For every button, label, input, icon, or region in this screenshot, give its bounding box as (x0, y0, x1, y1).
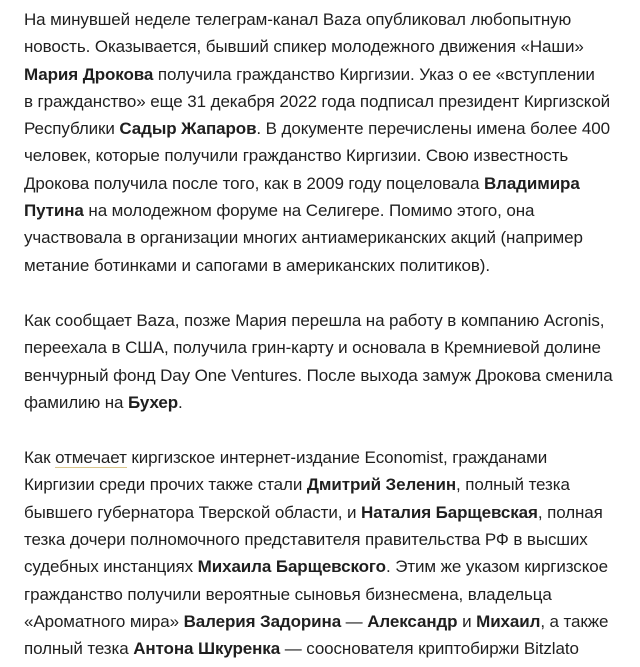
bold-name: Наталия Барщевская (361, 502, 538, 522)
text-segment: Киргизии среди прочих также стали (24, 475, 307, 495)
paragraph (24, 6, 640, 279)
text-segment: — (341, 611, 368, 631)
bold-name: Антона Шкуренка (133, 639, 281, 659)
text-segment: переехала в США, получила грин-карту и основала в Кремниевой долине (24, 338, 601, 358)
text-line (24, 252, 640, 279)
text-segment: . Этим же указом киргизское (385, 557, 608, 577)
text-segment: Дрокова получила после того, как в 2009 году поцеловала (24, 173, 484, 193)
text-segment: метание ботинками и сапогами в американских политиков). (24, 255, 490, 275)
paragraph (24, 444, 640, 662)
text-line (24, 389, 640, 416)
text-segment: Как (24, 448, 56, 468)
bold-name: Бухер (127, 392, 179, 412)
text-line (24, 115, 640, 142)
text-segment: — сооснователя криптобиржи Bitzlato (280, 639, 579, 659)
bold-name: Михаил (476, 611, 541, 631)
text-line (24, 553, 640, 580)
text-line (24, 581, 640, 608)
text-segment: на молодежном форуме на Селигере. Помимо этого, она (83, 201, 535, 221)
text-line (24, 334, 640, 361)
text-line (24, 307, 640, 334)
bold-name: Александр (367, 611, 458, 631)
text-segment: , полный тезка (455, 475, 570, 495)
text-line (24, 362, 640, 389)
bold-name: Михаила Барщевского (197, 557, 386, 577)
text-line (24, 499, 640, 526)
text-line (24, 142, 640, 169)
text-line (24, 635, 640, 662)
paragraph (24, 307, 640, 416)
text-segment: получила гражданство Киргизии. Указ о ее «вступлении (153, 64, 595, 84)
text-line (24, 608, 640, 635)
text-segment: судебных инстанциях (24, 557, 198, 577)
text-line (24, 444, 640, 471)
text-line (24, 170, 640, 197)
text-line (24, 6, 640, 33)
text-segment: участвовала в организации многих антиамериканских акций (например (24, 228, 583, 248)
text-segment: венчурный фонд Day One Ventures. После выхода замуж Дрокова сменила (24, 365, 613, 385)
text-segment: На минувшей неделе телеграм-канал Baza опубликовал любопытную (24, 10, 572, 29)
text-segment: новость. Оказывается, бывший спикер молодежного движения «Наши» (24, 37, 584, 57)
text-segment: , полная (537, 502, 603, 522)
text-segment: в гражданство» еще 31 декабря 2022 года подписал президент Киргизской (24, 91, 611, 111)
text-segment: киргизское интернет-издание Economist, гражданами (126, 448, 548, 468)
text-line (24, 197, 640, 224)
text-segment: фамилию на (24, 392, 128, 412)
text-segment: тезка дочери полномочного представителя правительства РФ в высших (24, 530, 588, 550)
text-segment: , а также (540, 611, 609, 631)
bold-name: Мария Дрокова (24, 64, 154, 84)
text-segment: . (178, 392, 183, 412)
text-segment: человек, которые получили гражданство Киргизии. Свою известность (24, 146, 569, 166)
text-line (24, 88, 640, 115)
bold-name: Владимира (483, 173, 580, 193)
text-line (24, 61, 640, 88)
text-line (24, 33, 640, 60)
bold-name: Валерия Задорина (183, 611, 342, 631)
text-segment: . В документе перечислены имена более 400 (256, 119, 610, 139)
text-line (24, 224, 640, 251)
text-segment: Как сообщает Baza, позже Мария перешла на работу в компанию Acronis, (24, 310, 605, 330)
text-line (24, 526, 640, 553)
bold-name: Садыр Жапаров (119, 119, 257, 139)
text-segment: и (457, 611, 477, 631)
article-link[interactable]: отмечает (55, 448, 127, 468)
text-line (24, 471, 640, 498)
text-segment: Республики (24, 119, 120, 139)
text-segment: гражданство получили вероятные сыновья бизнесмена, владельца (24, 584, 552, 604)
bold-name: Путина (24, 201, 84, 221)
text-segment: полный тезка (24, 639, 134, 659)
text-segment: «Ароматного мира» (24, 611, 184, 631)
text-segment: бывшего губернатора Тверской области, и (24, 502, 362, 522)
bold-name: Дмитрий Зеленин (306, 475, 456, 495)
